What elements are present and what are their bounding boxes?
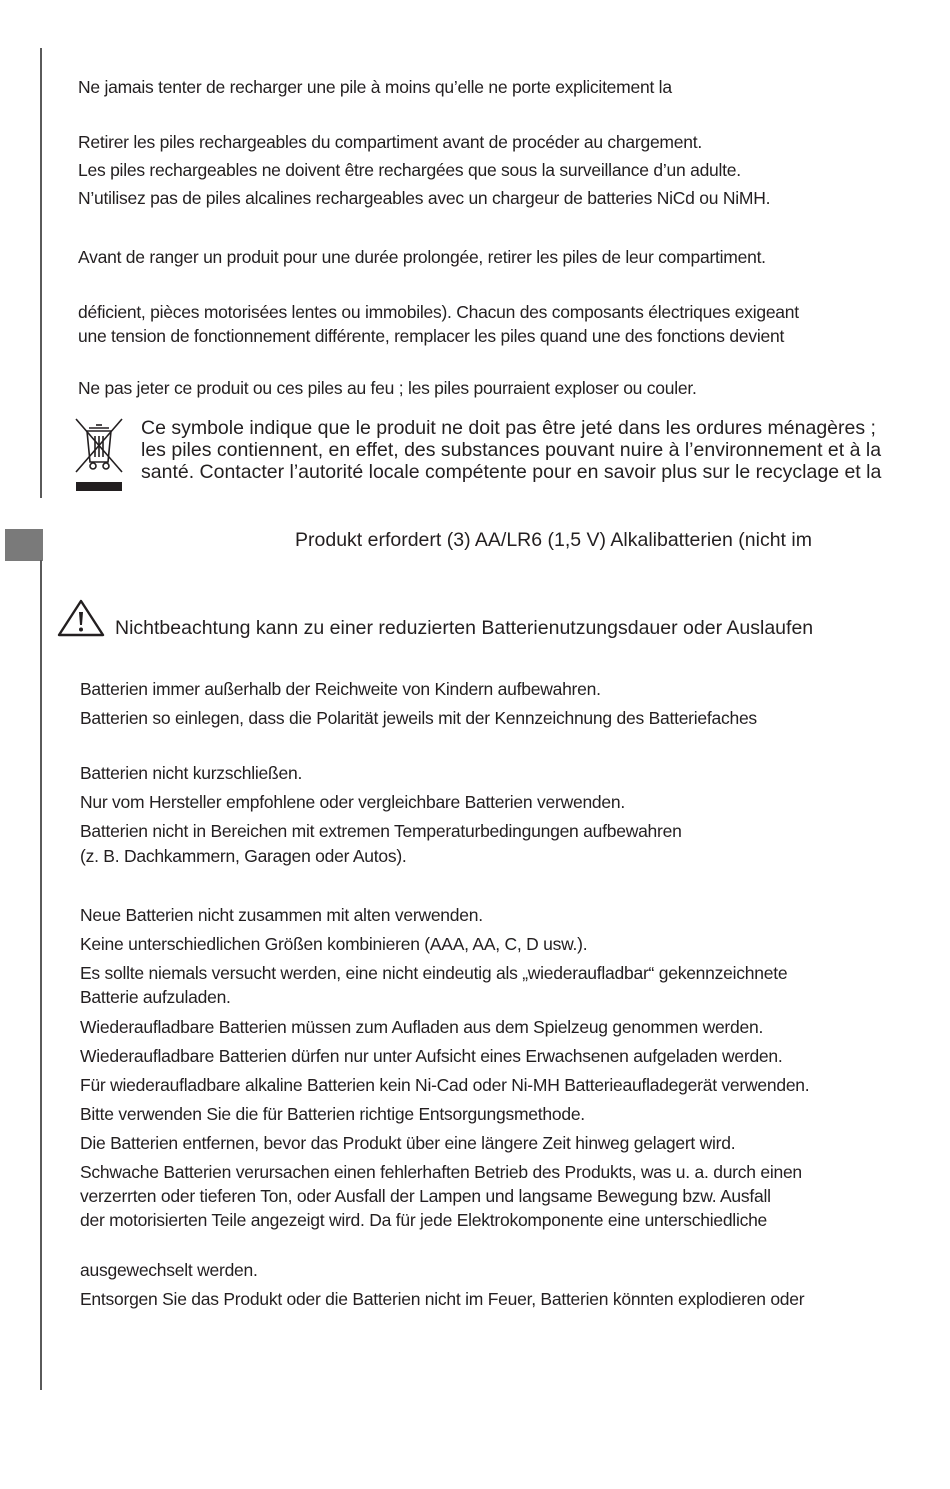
fr-line-8: Ne pas jeter ce produit ou ces piles au feu ; les piles pourraient exploser ou couler. [78, 378, 697, 398]
crossed-out-wheelie-bin-icon [73, 416, 125, 494]
de-line: Schwache Batterien verursachen einen fehlerhaften Betrieb des Produkts, was u. a. durch einen [80, 1162, 802, 1182]
de-line: Batterien so einlegen, dass die Polarität jeweils mit der Kennzeichnung des Batteriefaches [80, 708, 757, 728]
fr-line-5: Avant de ranger un produit pour une durée prolongée, retirer les piles de leur compartiment. [78, 247, 766, 267]
de-line: Neue Batterien nicht zusammen mit alten verwenden. [80, 905, 483, 925]
fr-line-3: Les piles rechargeables ne doivent être rechargées que sous la surveillance d’un adulte. [78, 160, 741, 180]
fr-line-6: déficient, pièces motorisées lentes ou immobiles). Chacun des composants électriques exigeant [78, 302, 799, 322]
de-line: Wiederaufladbare Batterien dürfen nur unter Aufsicht eines Erwachsenen aufgeladen werden. [80, 1046, 783, 1066]
de-line: Wiederaufladbare Batterien müssen zum Aufladen aus dem Spielzeug genommen werden. [80, 1017, 764, 1037]
de-line: Entsorgen Sie das Produkt oder die Batterien nicht im Feuer, Batterien könnten explodieren oder [80, 1289, 805, 1309]
fr-line-1: Ne jamais tenter de recharger une pile à moins qu’elle ne porte explicitement la [78, 77, 672, 97]
de-line: Für wiederaufladbare alkaline Batterien kein Ni-Cad oder Ni-MH Batterieaufladegerät verwenden. [80, 1075, 810, 1095]
weee-text-1: Ce symbole indique que le produit ne doit pas être jeté dans les ordures ménagères ; [141, 417, 876, 439]
de-line: ausgewechselt werden. [80, 1260, 258, 1280]
section-tab [5, 529, 43, 561]
fr-line-4: N’utilisez pas de piles alcalines rechargeables avec un chargeur de batteries NiCd ou NiMH. [78, 188, 771, 208]
warning-triangle-icon [56, 598, 106, 638]
de-line: Bitte verwenden Sie die für Batterien richtige Entsorgungsmethode. [80, 1104, 585, 1124]
de-line: Es sollte niemals versucht werden, eine nicht eindeutig als „wiederaufladbar“ gekennzeichnete [80, 963, 788, 983]
margin-rule-top [40, 48, 42, 498]
de-warning: Nichtbeachtung kann zu einer reduzierten Batterienutzungsdauer oder Auslaufen [115, 617, 814, 639]
de-line: Nur vom Hersteller empfohlene oder vergleichbare Batterien verwenden. [80, 792, 625, 812]
de-requirement: Produkt erfordert (3) AA/LR6 (1,5 V) Alkalibatterien (nicht im [295, 529, 812, 551]
de-line: Batterie aufzuladen. [80, 987, 231, 1007]
fr-line-7: une tension de fonctionnement différente, remplacer les piles quand une des fonctions devient [78, 326, 785, 346]
de-line: verzerrten oder tieferen Ton, oder Ausfall der Lampen und langsame Bewegung bzw. Ausfall [80, 1186, 771, 1206]
de-line: Batterien nicht in Bereichen mit extremen Temperaturbedingungen aufbewahren [80, 821, 682, 841]
weee-text-3: santé. Contacter l’autorité locale compétente pour en savoir plus sur le recyclage et la [141, 461, 882, 483]
de-line: (z. B. Dachkammern, Garagen oder Autos). [80, 846, 407, 866]
de-line: Batterien immer außerhalb der Reichweite von Kindern aufbewahren. [80, 679, 601, 699]
fr-line-2: Retirer les piles rechargeables du compartiment avant de procéder au chargement. [78, 132, 702, 152]
de-line: der motorisierten Teile angezeigt wird. Da für jede Elektrokomponente eine unterschiedliche [80, 1210, 768, 1230]
margin-rule-bottom [40, 560, 42, 1390]
de-line: Batterien nicht kurzschließen. [80, 763, 303, 783]
weee-text-2: les piles contiennent, en effet, des substances pouvant nuire à l’environnement et à la [141, 439, 882, 461]
de-line: Die Batterien entfernen, bevor das Produkt über eine längere Zeit hinweg gelagert wird. [80, 1133, 736, 1153]
de-line: Keine unterschiedlichen Größen kombinieren (AAA, AA, C, D usw.). [80, 934, 588, 954]
